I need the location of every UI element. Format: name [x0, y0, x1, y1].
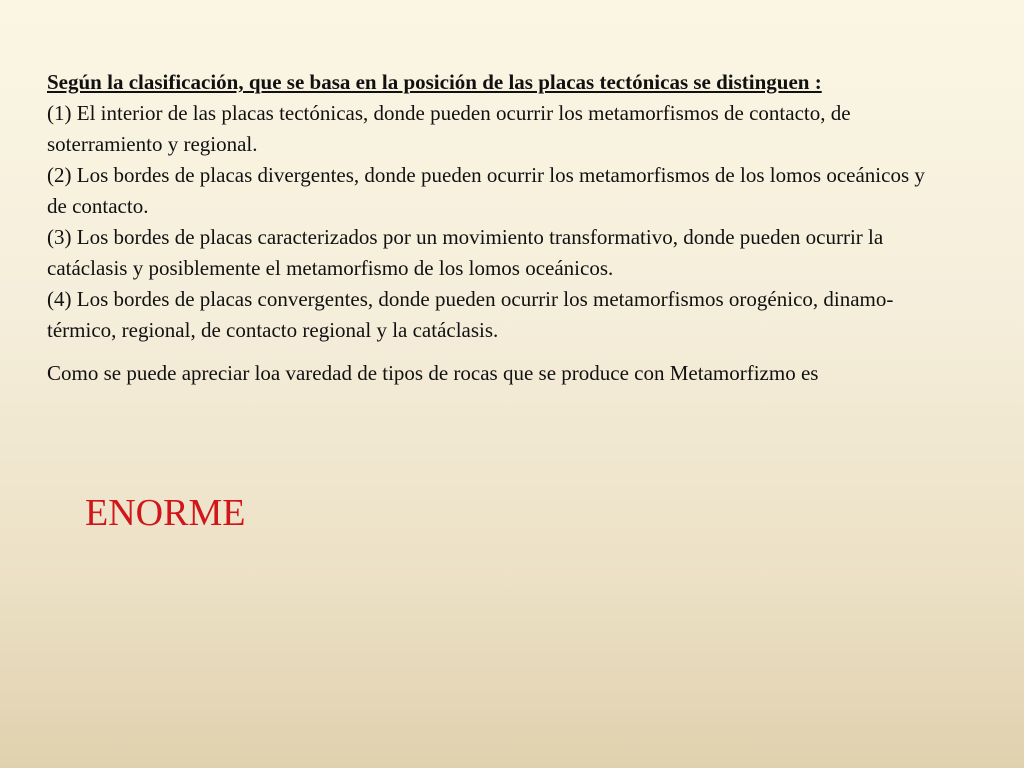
- slide-heading: Según la clasificación, que se basa en la posición de las placas tectónicas se distinguen :: [47, 70, 822, 94]
- list-item-1: (1) El interior de las placas tectónicas, donde pueden ocurrir los metamorfismos de contacto, de soterramiento y regional.: [47, 101, 851, 156]
- list-item-3: (3) Los bordes de placas caracterizados por un movimiento transformativo, donde pueden ocurrir la catáclasis y posiblemente el metamorfismo de los lomos oceánicos.: [47, 225, 884, 280]
- list-item-4: (4) Los bordes de placas convergentes, donde pueden ocurrir los metamorfismos orogénico, dinamo-térmico, regional, de contacto regional y la catáclasis.: [47, 287, 894, 342]
- conclusion-text: Como se puede apreciar loa varedad de tipos de rocas que se produce con Metamorfizmo es: [47, 361, 819, 385]
- spacer: [47, 346, 947, 358]
- list-item-2: (2) Los bordes de placas divergentes, donde pueden ocurrir los metamorfismos de los lomos oceánicos y de contacto.: [47, 163, 925, 218]
- slide-content: [47, 67, 947, 389]
- highlight-word: ENORME: [85, 492, 246, 534]
